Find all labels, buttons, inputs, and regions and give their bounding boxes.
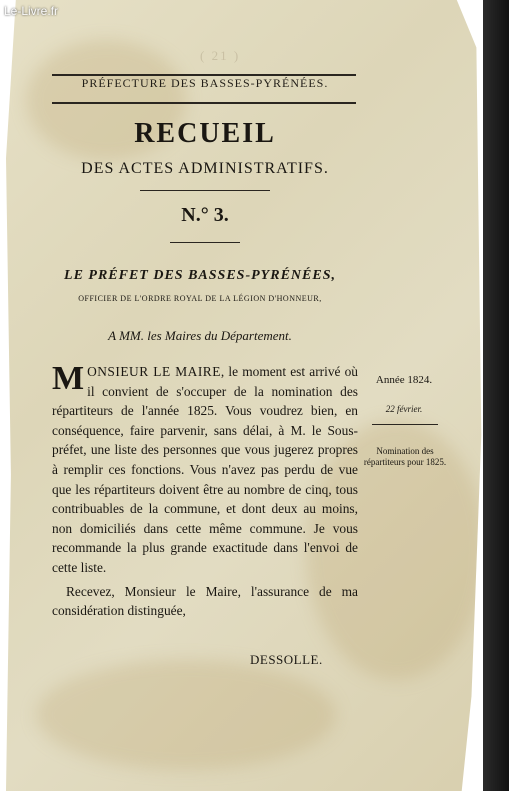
number-rule bbox=[170, 242, 240, 243]
signature: DESSOLLE. bbox=[250, 652, 323, 667]
watermark: Le-Livre.fr bbox=[4, 4, 59, 18]
issue-number: N.° 3. bbox=[181, 204, 229, 226]
addressee-line: A MM. les Maires du Département. bbox=[108, 328, 292, 343]
prefecture-heading: PRÉFECTURE DES BASSES-PYRÉNÉES. bbox=[81, 76, 329, 90]
drop-cap: M bbox=[52, 360, 85, 397]
margin-year: Année 1824. bbox=[375, 374, 433, 386]
salutation: ONSIEUR LE MAIRE bbox=[87, 364, 221, 379]
scan-background bbox=[483, 0, 509, 791]
document-subtitle: DES ACTES ADMINISTRATIFS. bbox=[81, 160, 329, 177]
margin-rule bbox=[372, 424, 438, 425]
page-number: ( 21 ) bbox=[200, 48, 241, 63]
paper-stain bbox=[36, 660, 336, 770]
letter-body bbox=[52, 362, 358, 621]
letter-paragraph bbox=[52, 362, 358, 578]
closing-paragraph: Recevez, Monsieur le Maire, l'assurance de ma considération distinguée, bbox=[52, 583, 358, 619]
header-rule bbox=[52, 102, 356, 104]
document-title: RECUEIL bbox=[134, 118, 276, 149]
margin-note: Nomination des répartiteurs pour 1825. bbox=[363, 446, 447, 467]
letter-text: , le moment est arrivé où il convient de s'occuper de la nomination des répartiteurs de l'année 1825. Vous voudrez bien, en conséquence, faire parvenir, sans délai, à M. le Sous-préfet, une liste des personnes que vous jugerez propres à remplir ces fonctions. Vous n'avez pas perdu de vue que les répartiteurs doivent être au nombre de cinq, tous contribuables de la commune, et dont deux au moins, non domiciliés dans cette même commune. Je vous recommande la plus grande exactitude dans l'envoi de cette liste. bbox=[52, 364, 359, 575]
margin-date: 22 février. bbox=[385, 404, 423, 414]
prefet-heading: LE PRÉFET DES BASSES-PYRÉNÉES, bbox=[64, 268, 336, 283]
title-rule bbox=[140, 190, 270, 191]
officier-line: OFFICIER DE L'ORDRE ROYAL DE LA LÉGION D'HONNEUR, bbox=[78, 294, 322, 303]
